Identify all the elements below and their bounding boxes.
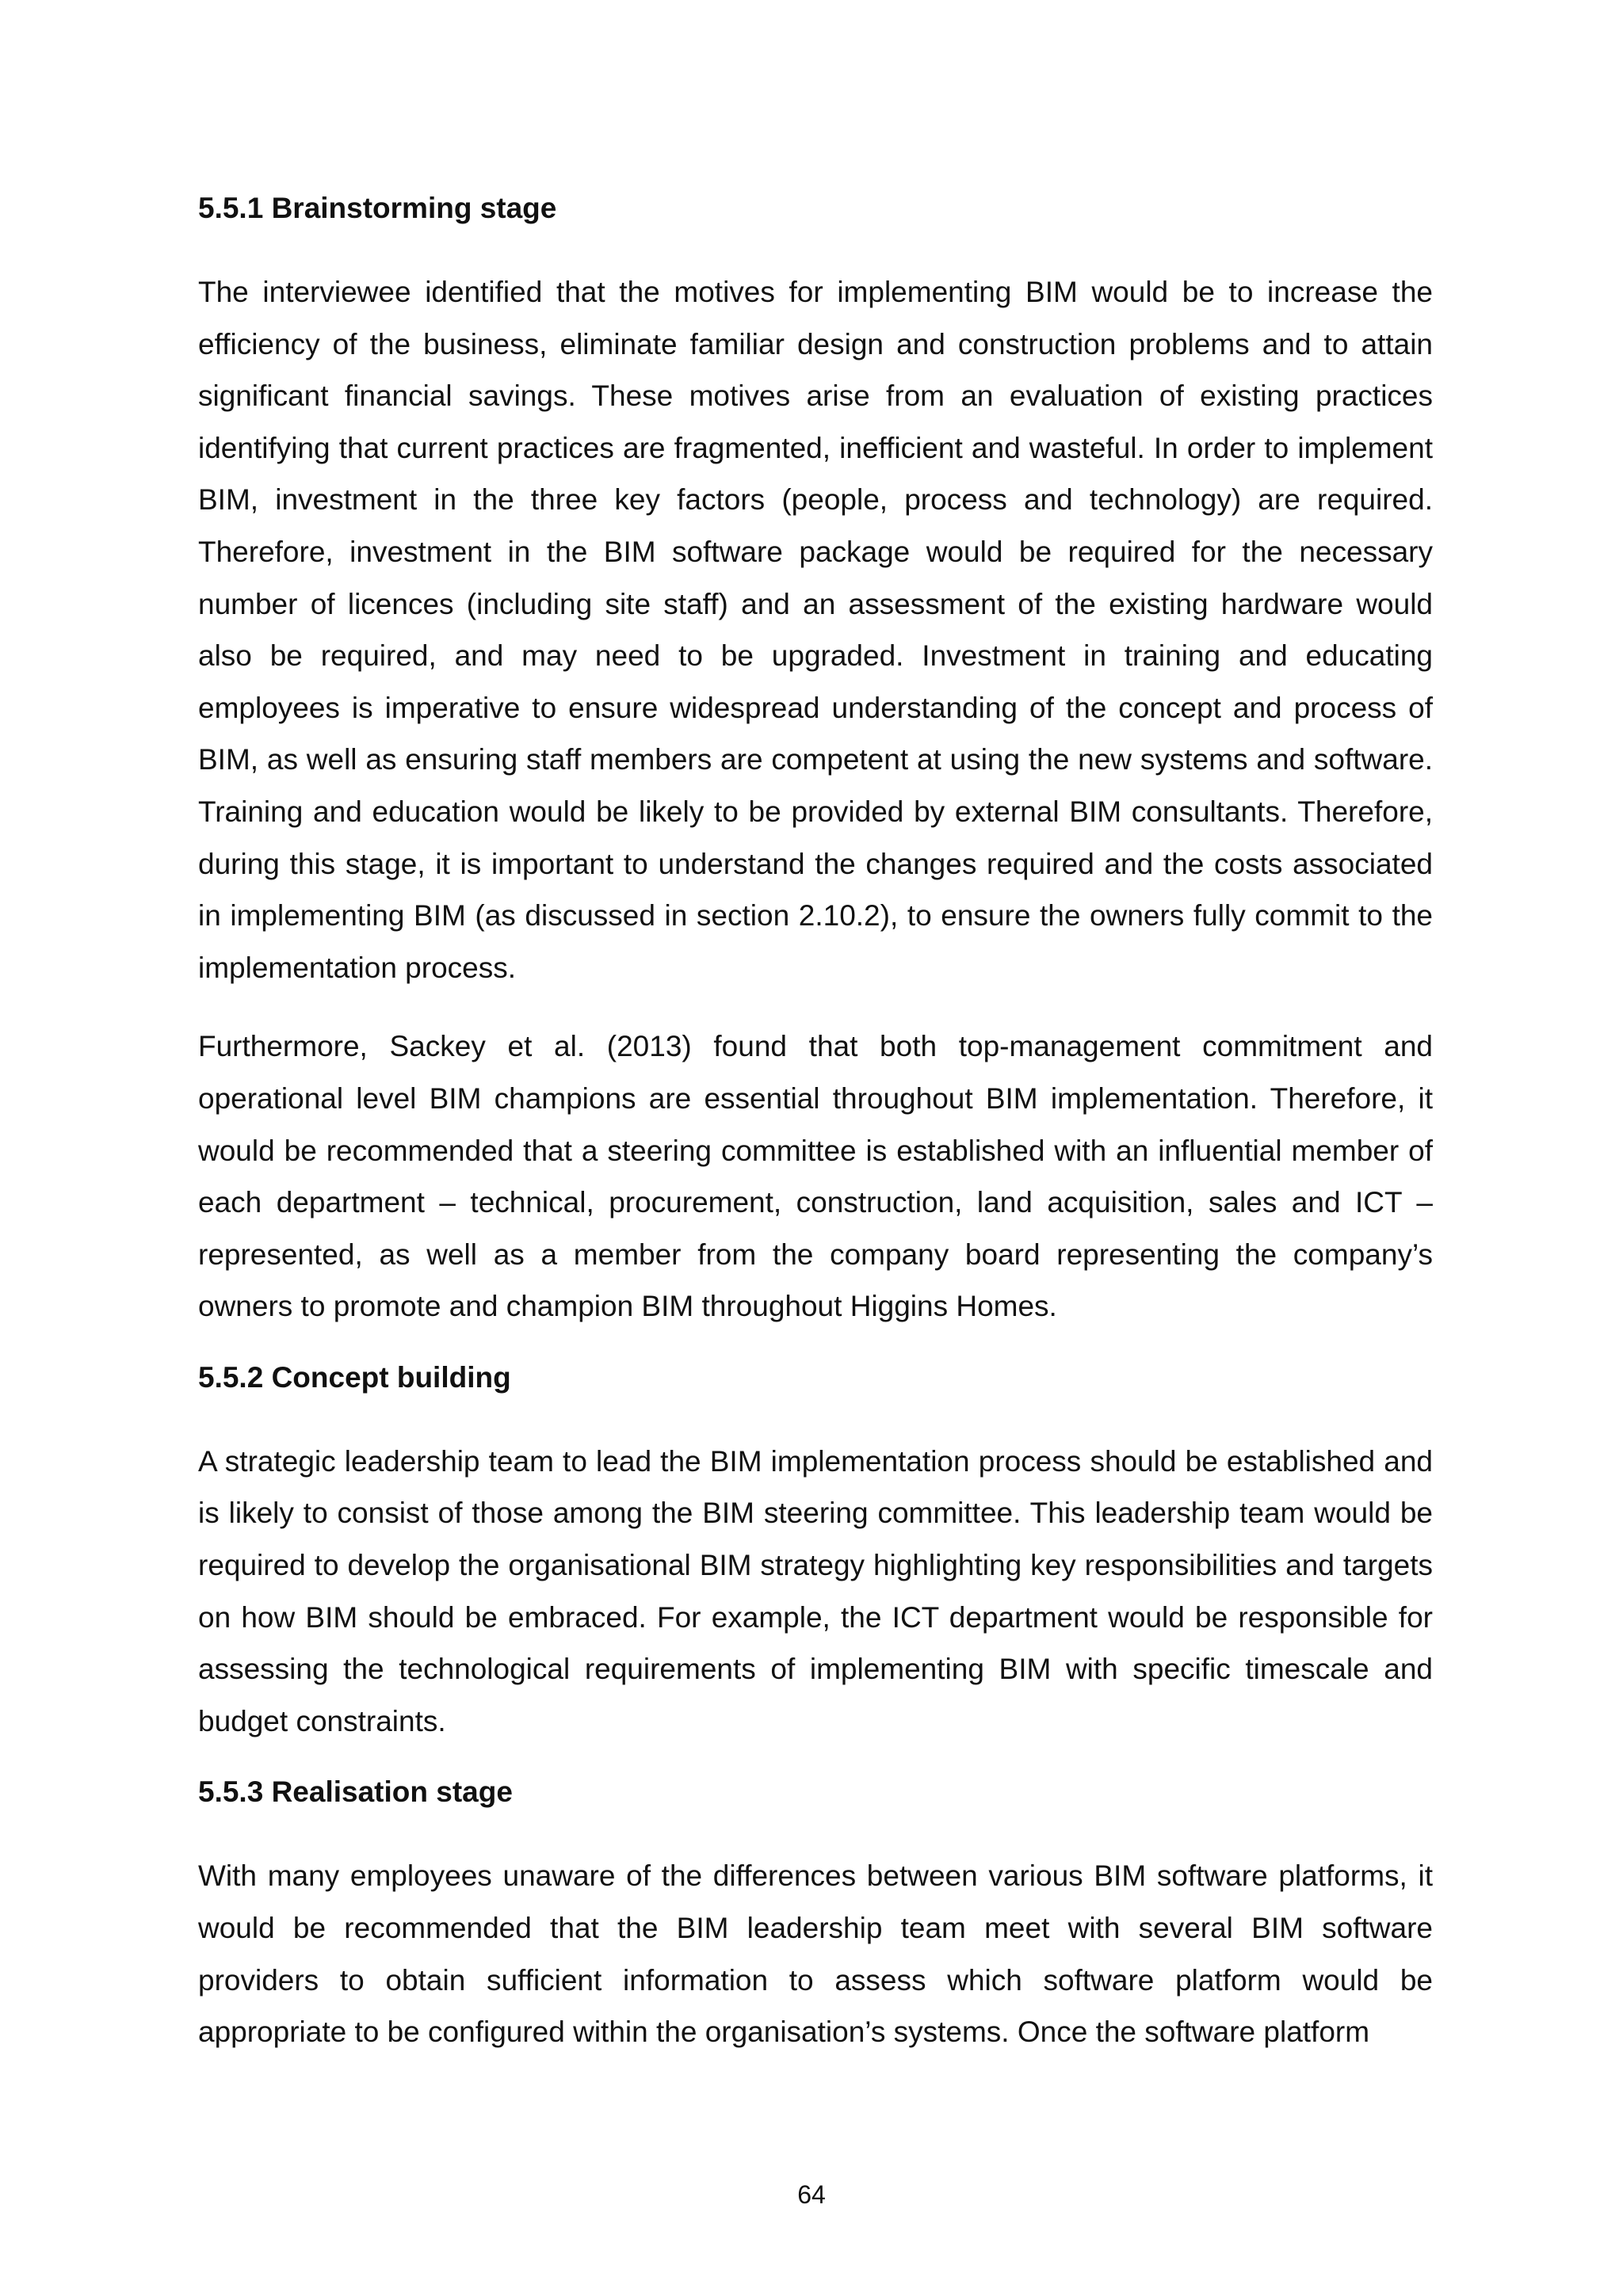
section-heading-concept-building: 5.5.2 Concept building — [198, 1360, 511, 1394]
paragraph-motives: The interviewee identified that the motives for implementing BIM would be to increase the efficiency of the business, eliminate familiar design and construction problems and to attain significant financial savings. These motives arise from an evaluation of existing practices identifying that current practices are fragmented, inefficient and wasteful. In order to implement BIM, investment in the three key factors (people, process and technology) are required. Therefore, investment in the BIM software package would be required for the necessary number of licences (including site staff) and an assessment of the existing hardware would also be required, and may need to be upgraded. Investment in training and educating employees is imperative to ensure widespread understanding of the concept and process of BIM, as well as ensuring staff members are competent at using the new systems and software. Training and education would be likely to be provided by external BIM consultants. Therefore, during this stage, it is important to understand the changes required and the costs associated in implementing BIM (as discussed in section 2.10.2), to ensure the owners fully commit to the implementation process. — [198, 276, 1433, 984]
page-content — [198, 190, 1433, 2085]
page-number: 64 — [797, 2180, 826, 2209]
paragraph-leadership-team: A strategic leadership team to lead the BIM implementation process should be established and is likely to consist of those among the BIM steering committee. This leadership team would be required to develop the organisational BIM strategy highlighting key responsibilities and targets on how BIM should be embraced. For example, the ICT department would be responsible for assessing the technological requirements of implementing BIM with specific timescale and budget constraints. — [198, 1444, 1433, 1737]
section-heading-brainstorming: 5.5.1 Brainstorming stage — [198, 192, 557, 224]
paragraph-steering-committee: Furthermore, Sackey et al. (2013) found that both top-management commitment and operational level BIM champions are essential throughout BIM implementation. Therefore, it would be recommended that a steering committee is established with an influential member of each department – technical, procurement, construction, land acquisition, sales and ICT – represented, as well as a member from the company board representing the company’s owners to promote and champion BIM throughout Higgins Homes. — [198, 1030, 1433, 1323]
paragraph-software-platforms: With many employees unaware of the differences between various BIM software platforms, it would be recommended that the BIM leadership team meet with several BIM software providers to obtain sufficient information to assess which software platform would be appropriate to be configured within the organisation’s systems. Once the software platform — [198, 1859, 1433, 2049]
section-heading-realisation: 5.5.3 Realisation stage — [198, 1775, 513, 1809]
